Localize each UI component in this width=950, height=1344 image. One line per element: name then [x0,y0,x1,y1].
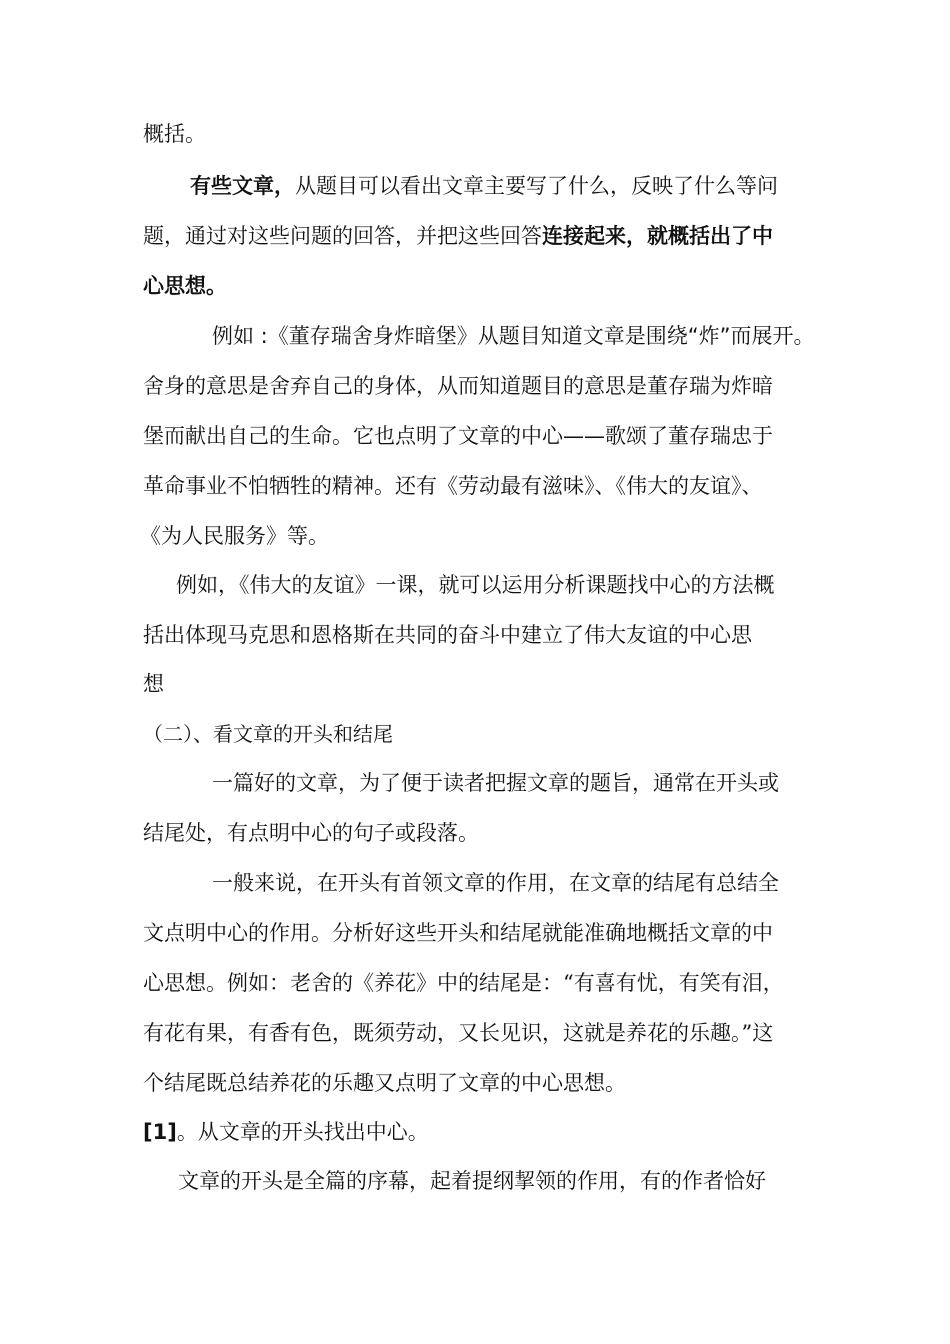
paragraph-line [143,818,479,848]
paragraph-line [176,570,775,600]
paragraph-line [143,471,763,501]
paragraph-line [143,271,227,301]
text-span: 个结尾既总结养花的乐趣又点明了文章的中心思想。 [143,1071,626,1095]
text-span: 一般来说，在开头有首领文章的作用，在文章的结尾有总结全 [212,871,779,895]
text-span: 舍身的意思是舍弃自己的身体，从而知道题目的意思是董存瑞为炸暗 [143,374,773,398]
text-span: 文章的开头是全篇的序幕，起着提纲挈领的作用，有的作者恰好 [178,1169,766,1193]
text-span: 堡而献出自己的生命。它也点明了文章的中心——歌颂了董存瑞忠于 [143,424,773,448]
paragraph-line [143,421,773,451]
text-span: 。从文章的开头找出中心。 [176,1120,429,1144]
text-span: 括出体现马克思和恩格斯在共同的奋斗中建立了伟大友谊的中心思 [143,623,752,647]
paragraph-line [212,321,815,351]
bold-text: 心思想。 [143,274,227,298]
text-span: 想 [143,672,164,696]
bold-text: 连接起来，就概括出了中 [542,224,773,248]
paragraph-line [143,620,752,650]
paragraph-line [143,221,773,251]
paragraph-line [143,1117,429,1147]
paragraph-line [212,868,779,898]
text-span: 一篇好的文章，为了便于读者把握文章的题旨，通常在开头或 [212,771,779,795]
bold-text: 有些文章， [190,174,295,198]
paragraph-line [143,1018,773,1048]
text-span: 革命事业不怕牺牲的精神。还有《劳动最有滋味》、《伟大的友谊》、 [143,474,763,498]
paragraph-line [190,171,778,201]
text-span: 心思想。例如：老舍的《养花》中的结尾是：“有喜有忧，有笑有泪， [143,971,784,995]
paragraph-line [178,1166,766,1196]
paragraph-line [143,119,206,149]
text-span: 文点明中心的作用。分析好这些开头和结尾就能准确地概括文章的中 [143,921,773,945]
text-span: 例如 :《董存瑞舍身炸暗堡》从题目知道文章是围绕“炸”而展开。 [212,324,815,348]
paragraph-line [140,521,329,551]
paragraph-line [143,918,773,948]
text-span: 概括。 [143,122,206,146]
paragraph-line [212,768,779,798]
text-span: 有花有果，有香有色，既须劳动，又长见识，这就是养花的乐趣。”这 [143,1021,774,1045]
text-span: 例如，《伟大的友谊》一课，就可以运用分析课题找中心的方法概 [176,573,775,597]
paragraph-line [143,968,784,998]
paragraph-line [143,371,773,401]
text-span: 题，通过对这些问题的回答，并把这些回答 [143,224,542,248]
paragraph-line [143,1068,626,1098]
text-span: 《为人民服务》等。 [140,524,329,548]
paragraph-line [143,669,164,699]
text-span: 结尾处，有点明中心的句子或段落。 [143,821,479,845]
text-span: 从题目可以看出文章主要写了什么，反映了什么等问 [295,174,778,198]
footnote-ref: [1] [143,1120,177,1144]
section-heading [143,719,393,749]
heading-text: （二）、看文章的开头和结尾 [143,722,393,746]
